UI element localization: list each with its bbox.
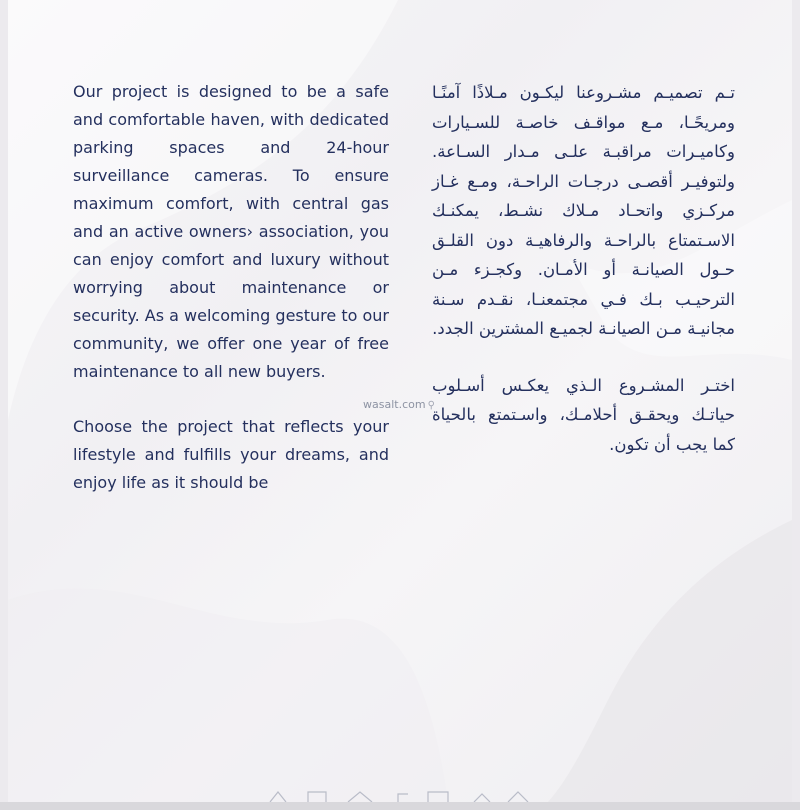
english-paragraph-2: Choose the project that reflects your lifestyle and fulfills your dreams, and enjoy life as it should be <box>73 417 389 492</box>
english-text-column <box>73 78 389 497</box>
arabic-paragraph-2: اختـر المشـروع الـذي يعكـس أسـلوب حياتـك ويحقـق أحلامـك، واسـتمتع بالحياة كما يجب أن تكون. <box>432 375 735 454</box>
arabic-text-column <box>432 78 735 459</box>
footer-pattern-decoration <box>8 786 792 802</box>
location-pin-icon: ⚲ <box>427 400 435 411</box>
english-paragraph-1: Our project is designed to be a safe and comfortable haven, with dedicated parking spaces and 24-hour surveillance cameras. To ensure maximum comfort, with central gas and an active owners› association, you can enjoy comfort and luxury without worrying about maintenance or security. As a welcoming gesture to our community, we offer one year of free maintenance to all new buyers. <box>73 82 389 381</box>
brochure-page <box>8 0 792 802</box>
wasalt-watermark <box>363 398 435 411</box>
watermark-text: wasalt.com <box>363 398 426 411</box>
arabic-paragraph-1: تـم تصميـم مشـروعنا ليكـون مـلاذًا آمنًـا ومريحًـا، مـع مواقـف خاصـة للسـيارات وكاميـرات مراقبـة علـى مـدار السـاعة. ولتوفيـر أقصـى درجـات الراحـة، ومـع غـاز مركـزي واتحـاد مـلاك نشـط، يمكنـك الاسـتمتاع بالراحـة والرفاهيـة دون القلـق حـول الصيانـة أو الأمـان. وكجـزء مـن الترحيـب بـك فـي مجتمعنـا، نقـدم سـنة مجانيـة مـن الصيانـة لجميـع المشترين الجدد. <box>432 83 735 338</box>
bottom-border <box>0 802 800 810</box>
